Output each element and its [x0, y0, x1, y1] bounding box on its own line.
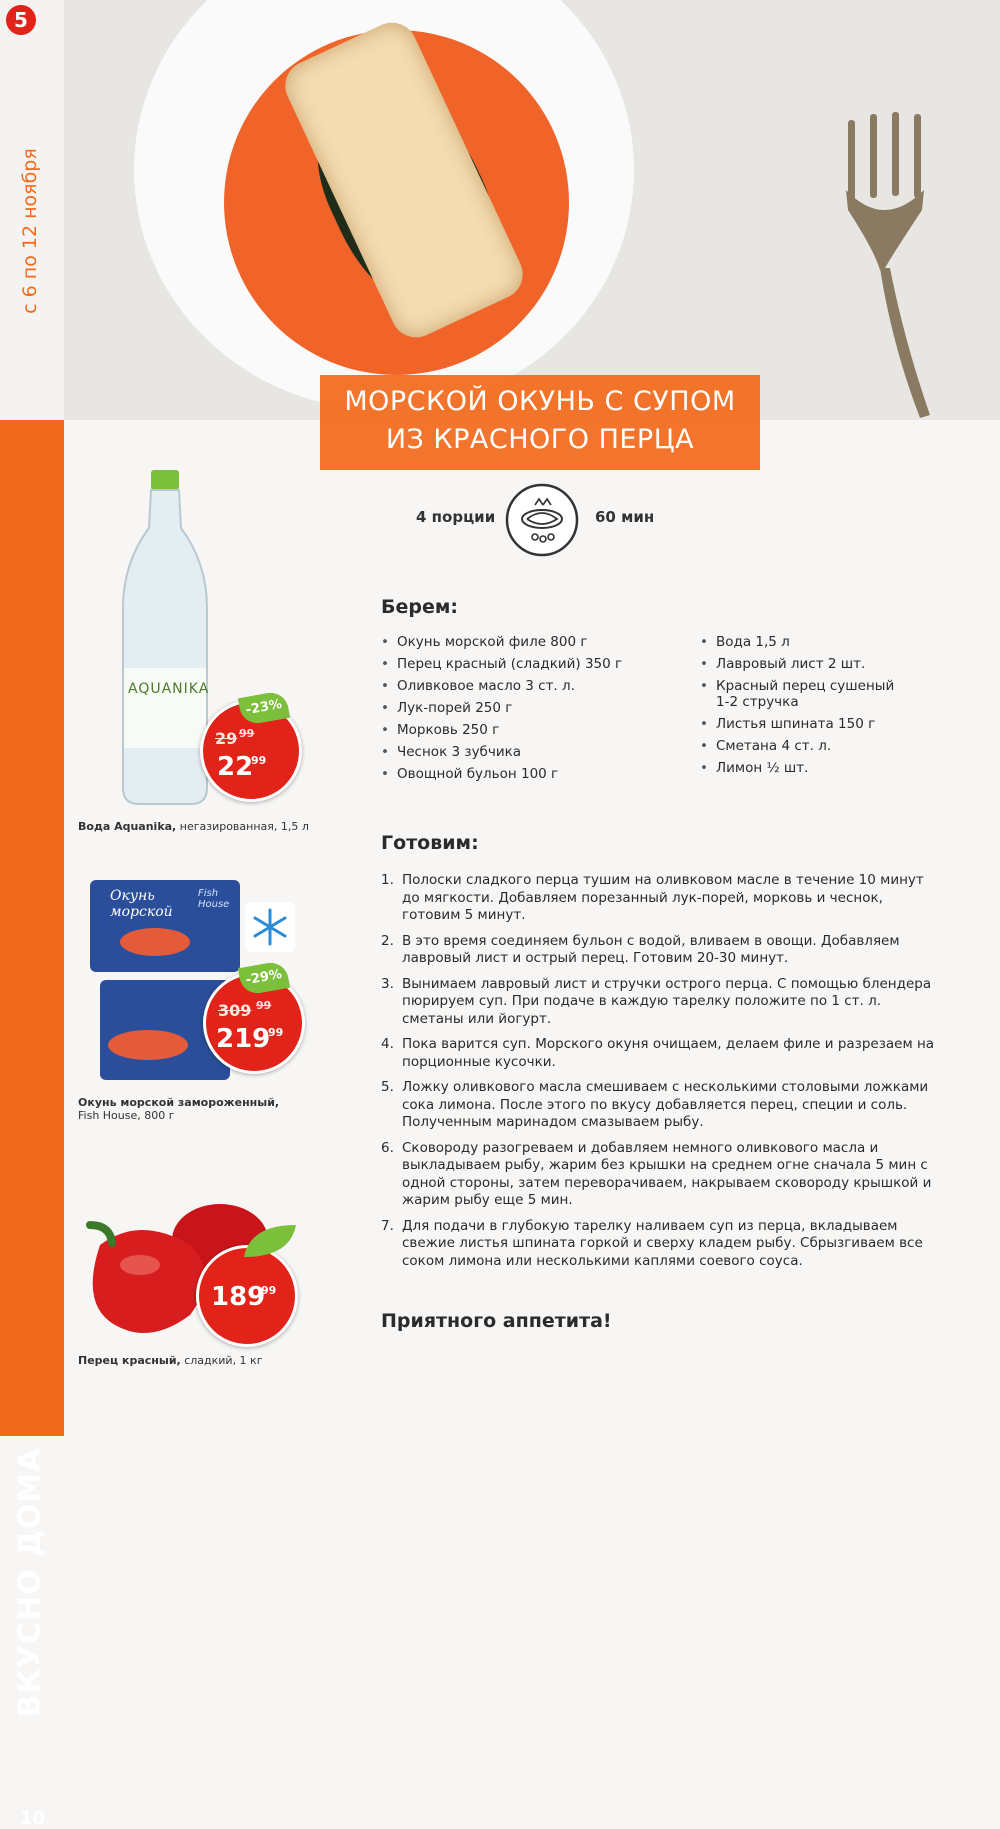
- ingredient-item: • Вода 1,5 л: [700, 634, 900, 650]
- fish-image-2: [108, 1030, 188, 1060]
- product-caption: [78, 1354, 262, 1367]
- step-text: Сковороду разогреваем и добавляем немного оливкового масла и выкладываем рыбу, жарим без крышки на среднем огне сначала 5 мин с одной стороны, затем переворачиваем, накрываем сковороду крышкой и жарим рыбу еще 5 мин.: [402, 1139, 932, 1208]
- fish-dish-icon: [505, 483, 579, 557]
- step-text: Для подачи в глубокую тарелку наливаем суп из перца, вкладываем свежие листья шпината горкой и сверху кладем рыбу. Сбрызгиваем все соком лимона или несколькими каплями соевого соуса.: [402, 1217, 923, 1269]
- ingredient-item: • Лук-порей 250 г: [381, 700, 681, 716]
- current-price-kop: 99: [268, 1026, 284, 1039]
- ingredients-heading: Берем:: [381, 596, 458, 618]
- fish-image: [120, 928, 190, 956]
- step-item: [381, 1036, 941, 1071]
- recipe-title-banner: [320, 375, 760, 470]
- product-pepper[interactable]: [70, 1195, 330, 1350]
- ingredient-item: • Перец красный (сладкий) 350 г: [381, 656, 681, 672]
- ingredient-item: • Лимон ½ шт.: [700, 760, 900, 776]
- step-item: [381, 1079, 941, 1132]
- closing-text: Приятного аппетита!: [381, 1310, 612, 1332]
- date-range: с 6 по 12 ноября: [19, 148, 41, 314]
- fork-icon: [834, 110, 954, 420]
- step-number: 1.: [381, 872, 394, 888]
- current-price: 22: [217, 752, 254, 782]
- step-text: В это время соединяем бульон с водой, вливаем в овощи. Добавляем лавровый лист и острый перец. Готовим 20-30 минут.: [402, 932, 900, 966]
- current-price: 189: [211, 1282, 266, 1312]
- step-item: [381, 872, 941, 925]
- old-price-kop: 99: [256, 999, 272, 1012]
- leaf-icon: [240, 1221, 300, 1261]
- product-name: Перец красный,: [78, 1354, 181, 1367]
- old-price: 29: [215, 729, 238, 748]
- old-price: 309: [218, 1001, 252, 1020]
- product-name: Окунь морской замороженный,: [78, 1096, 280, 1109]
- step-number: 3.: [381, 975, 394, 992]
- step-number: 4.: [381, 1036, 394, 1052]
- ingredient-item: • Сметана 4 ст. л.: [700, 738, 900, 754]
- old-price-kop: 99: [239, 727, 255, 740]
- step-text: Ложку оливкового масла смешиваем с несколькими столовыми ложками сока лимона. После этого по вкусу добавляется перец, специи и соль. Полученным маринадом смазываем рыбу.: [402, 1079, 929, 1130]
- pack-brand: Fish House: [198, 888, 230, 910]
- page-number: 10: [20, 1808, 46, 1829]
- ingredient-item: • Лавровый лист 2 шт.: [700, 656, 900, 672]
- product-desc: сладкий, 1 кг: [180, 1354, 263, 1367]
- discount-badge: -23%: [238, 690, 290, 726]
- ingredient-item: • Оливковое масло 3 ст. л.: [381, 678, 681, 694]
- step-text: Пока варится суп. Морского окуня очищаем, делаем филе и разрезаем на порционные кусочки.: [402, 1036, 935, 1070]
- ingredient-item: • Чеснок 3 зубчика: [381, 744, 681, 760]
- step-number: 6.: [381, 1139, 394, 1156]
- product-water[interactable]: [110, 468, 320, 818]
- section-title: ВКУСНО ДОМА: [12, 1447, 48, 1718]
- step-number: 5.: [381, 1079, 394, 1095]
- pyaterochka-logo: 5: [6, 5, 36, 35]
- ingredients-list-right: [700, 634, 900, 782]
- cook-time: 60 мин: [595, 508, 655, 526]
- portions: 4 порции: [416, 508, 496, 526]
- ingredient-item: • Красный перец сушеный 1-2 стручка: [700, 678, 900, 710]
- ingredient-item: • Морковь 250 г: [381, 722, 681, 738]
- sidebar-section: [0, 420, 64, 1829]
- product-name: Вода Aquanika,: [78, 820, 177, 833]
- water-brand-label: AQUANIKA: [128, 681, 210, 697]
- step-item: [381, 933, 941, 968]
- step-item: [381, 1218, 941, 1271]
- discount-badge: -29%: [238, 960, 290, 996]
- step-number: 7.: [381, 1217, 394, 1234]
- step-number: 2.: [381, 932, 394, 949]
- pack-label: Окунь морской: [110, 888, 173, 920]
- recipe-title-line2: ИЗ КРАСНОГО ПЕРЦА: [385, 424, 695, 455]
- product-desc: Fish House, 800 г: [78, 1109, 175, 1122]
- step-text: Полоски сладкого перца тушим на оливковом масле в течение 10 минут до мягкости. Добавляем порезанный лук-порей, морковь и чеснок, готовим 5 минут.: [402, 872, 924, 923]
- current-price-kop: 99: [251, 754, 267, 767]
- snowflake-icon: [245, 902, 295, 952]
- ingredient-item: • Овощной бульон 100 г: [381, 766, 681, 782]
- current-price-kop: 99: [261, 1284, 277, 1297]
- current-price: 219: [216, 1024, 271, 1054]
- product-desc: негазированная, 1,5 л: [176, 820, 309, 833]
- step-item: [381, 1140, 941, 1210]
- ingredient-item: • Листья шпината 150 г: [700, 716, 900, 732]
- product-perch[interactable]: [90, 880, 330, 1090]
- product-caption: [78, 820, 309, 833]
- steps-heading: Готовим:: [381, 832, 479, 854]
- recipe-title-line1: МОРСКОЙ ОКУНЬ С СУПОМ: [344, 386, 736, 417]
- step-text: Вынимаем лавровый лист и стручки острого перца. С помощью блендера пюрируем суп. При подаче в каждую тарелку положите по 1 ст. л. сметаны или йогурт.: [402, 975, 932, 1027]
- step-item: [381, 976, 941, 1029]
- steps-list: [381, 872, 941, 1278]
- sidebar-top: [0, 0, 64, 420]
- product-caption: [78, 1096, 279, 1122]
- ingredient-item: • Окунь морской филе 800 г: [381, 634, 681, 650]
- hero-photo: [64, 0, 1000, 420]
- ingredients-list-left: [381, 634, 681, 788]
